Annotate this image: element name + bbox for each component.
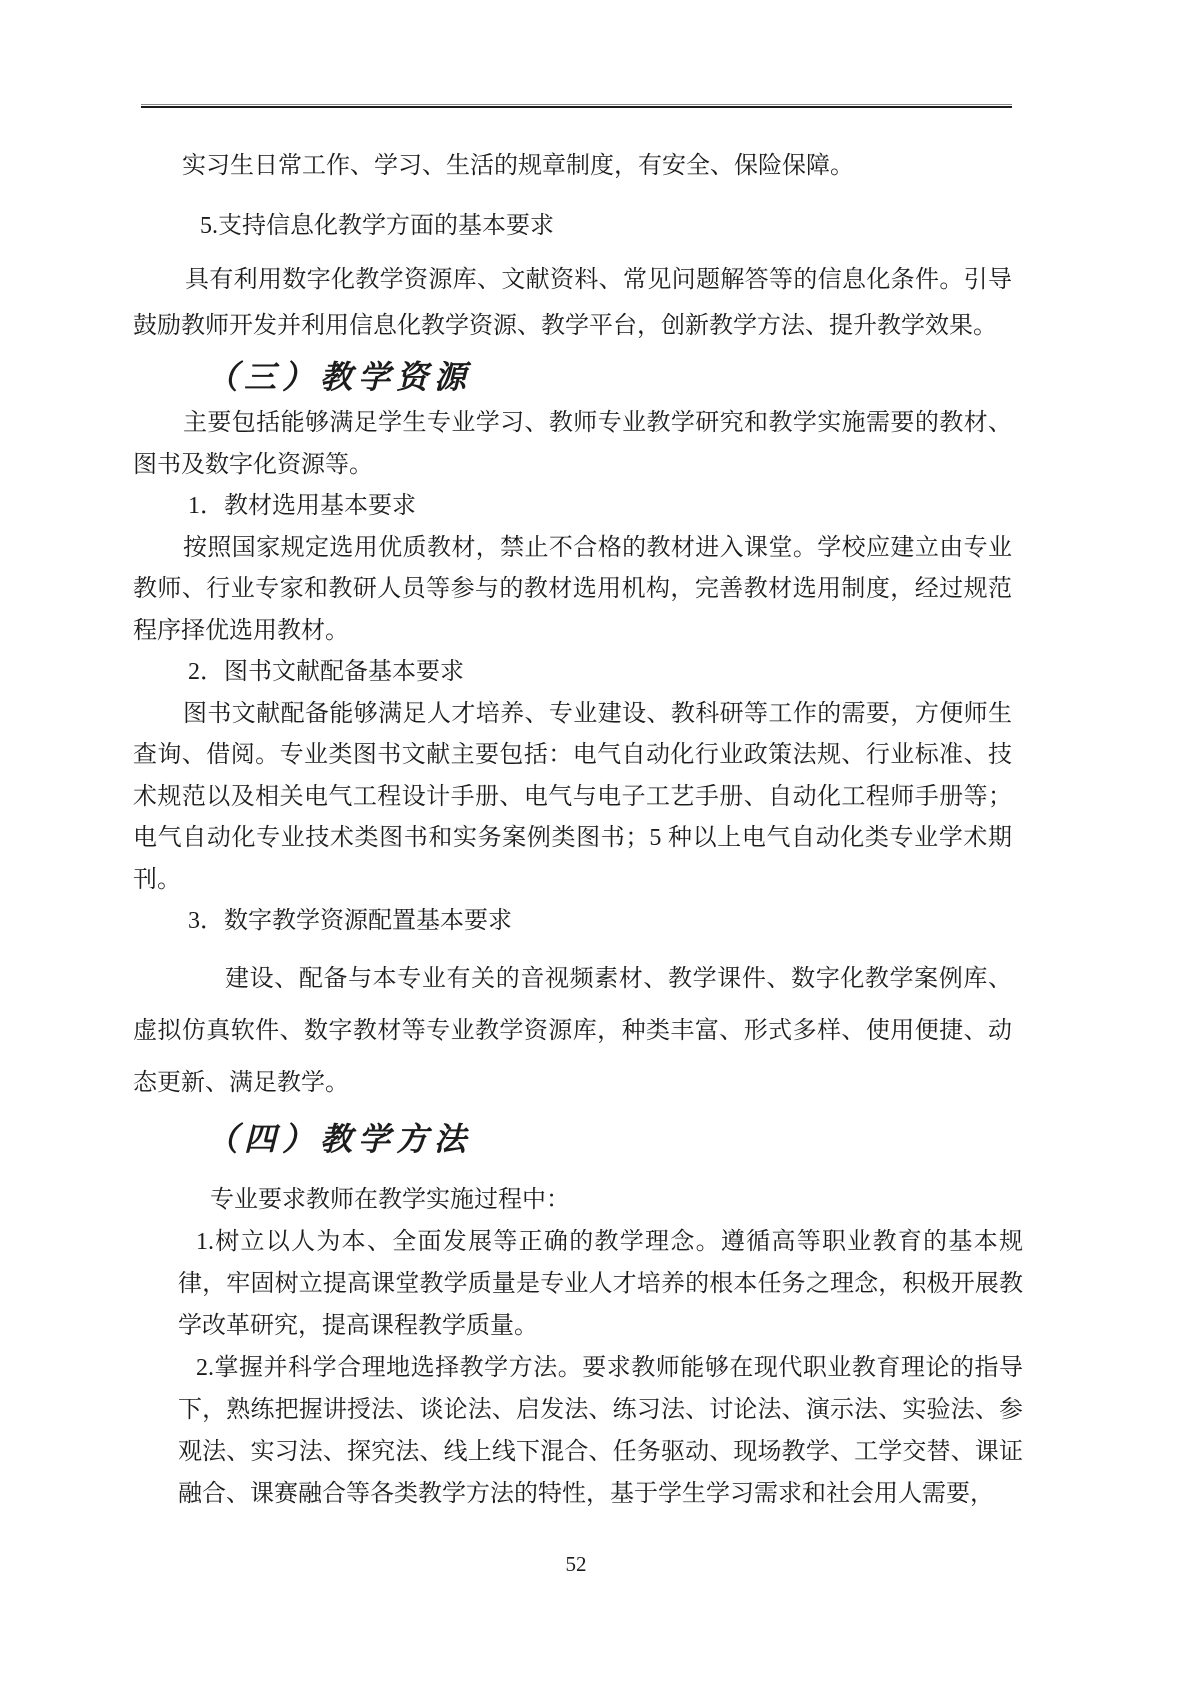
- paragraph-digital-resources-requirements: 建设、配备与本专业有关的音视频素材、教学课件、数字化教学案例库、虚拟仿真软件、数字教材等专业教学资源库，种类丰富、形式多样、使用便捷、动态更新、满足教学。: [133, 965, 1012, 1096]
- paragraph-digital-teaching-conditions: 具有利用数字化教学资源库、文献资料、常见问题解答等的信息化条件。引导鼓励教师开发并利用信息化教学资源、教学平台，创新教学方法、提升教学效果。: [133, 267, 1012, 339]
- page-number: 52: [565, 1552, 587, 1576]
- numbered-heading-3-digital-resources: 3．数字教学资源配置基本要求: [188, 908, 512, 934]
- numbered-heading-1-textbook-selection: 1．教材选用基本要求: [188, 493, 416, 519]
- paragraph-internship-rules-continuation: 实习生日常工作、学习、生活的规章制度，有安全、保险保障。: [182, 153, 854, 179]
- paragraph-teaching-implementation-intro: 专业要求教师在教学实施过程中：: [210, 1186, 570, 1213]
- section-heading-4-teaching-methods: （四）教学方法: [206, 1120, 473, 1157]
- paragraph-library-literature-requirements: 图书文献配备能够满足人才培养、专业建设、教科研等工作的需要，方便师生查询、借阅。专业类图书文献主要包括：电气自动化行业政策法规、行业标准、技术规范以及相关电气工程设计手册、电气与电子工艺手册、自动化工程师手册等；电气自动化专业技术类图书和实务案例类图书；5 种以上电气自动化类专业学术期刊。: [133, 700, 1012, 893]
- paragraph-resources-overview: 主要包括能够满足学生专业学习、教师专业教学研究和教学实施需要的教材、图书及数字化资源等。: [133, 410, 1012, 478]
- paragraph-2-teaching-method-selection: 2.掌握并科学合理地选择教学方法。要求教师能够在现代职业教育理论的指导下，熟练把握讲授法、谈论法、启发法、练习法、讨论法、演示法、实验法、参观法、实习法、探究法、线上线下混合、任务驱动、现场教学、工学交替、课证融合、课赛融合等各类教学方法的特性，基于学生学习需求和社会用人需要，: [178, 1354, 1023, 1507]
- paragraph-1-teaching-philosophy: 1.树立以人为本、全面发展等正确的教学理念。遵循高等职业教育的基本规律，牢固树立提高课堂教学质量是专业人才培养的根本任务之理念，积极开展教学改革研究，提高课程教学质量。: [178, 1228, 1023, 1339]
- numbered-heading-5-informatization-teaching: 5.支持信息化教学方面的基本要求: [200, 212, 554, 239]
- numbered-heading-2-library-literature: 2．图书文献配备基本要求: [188, 659, 464, 685]
- section-heading-3-teaching-resources: （三）教学资源: [206, 359, 473, 395]
- paragraph-textbook-selection-requirements: 按照国家规定选用优质教材，禁止不合格的教材进入课堂。学校应建立由专业教师、行业专家和教研人员等参与的教材选用机构，完善教材选用制度，经过规范程序择优选用教材。: [133, 534, 1012, 644]
